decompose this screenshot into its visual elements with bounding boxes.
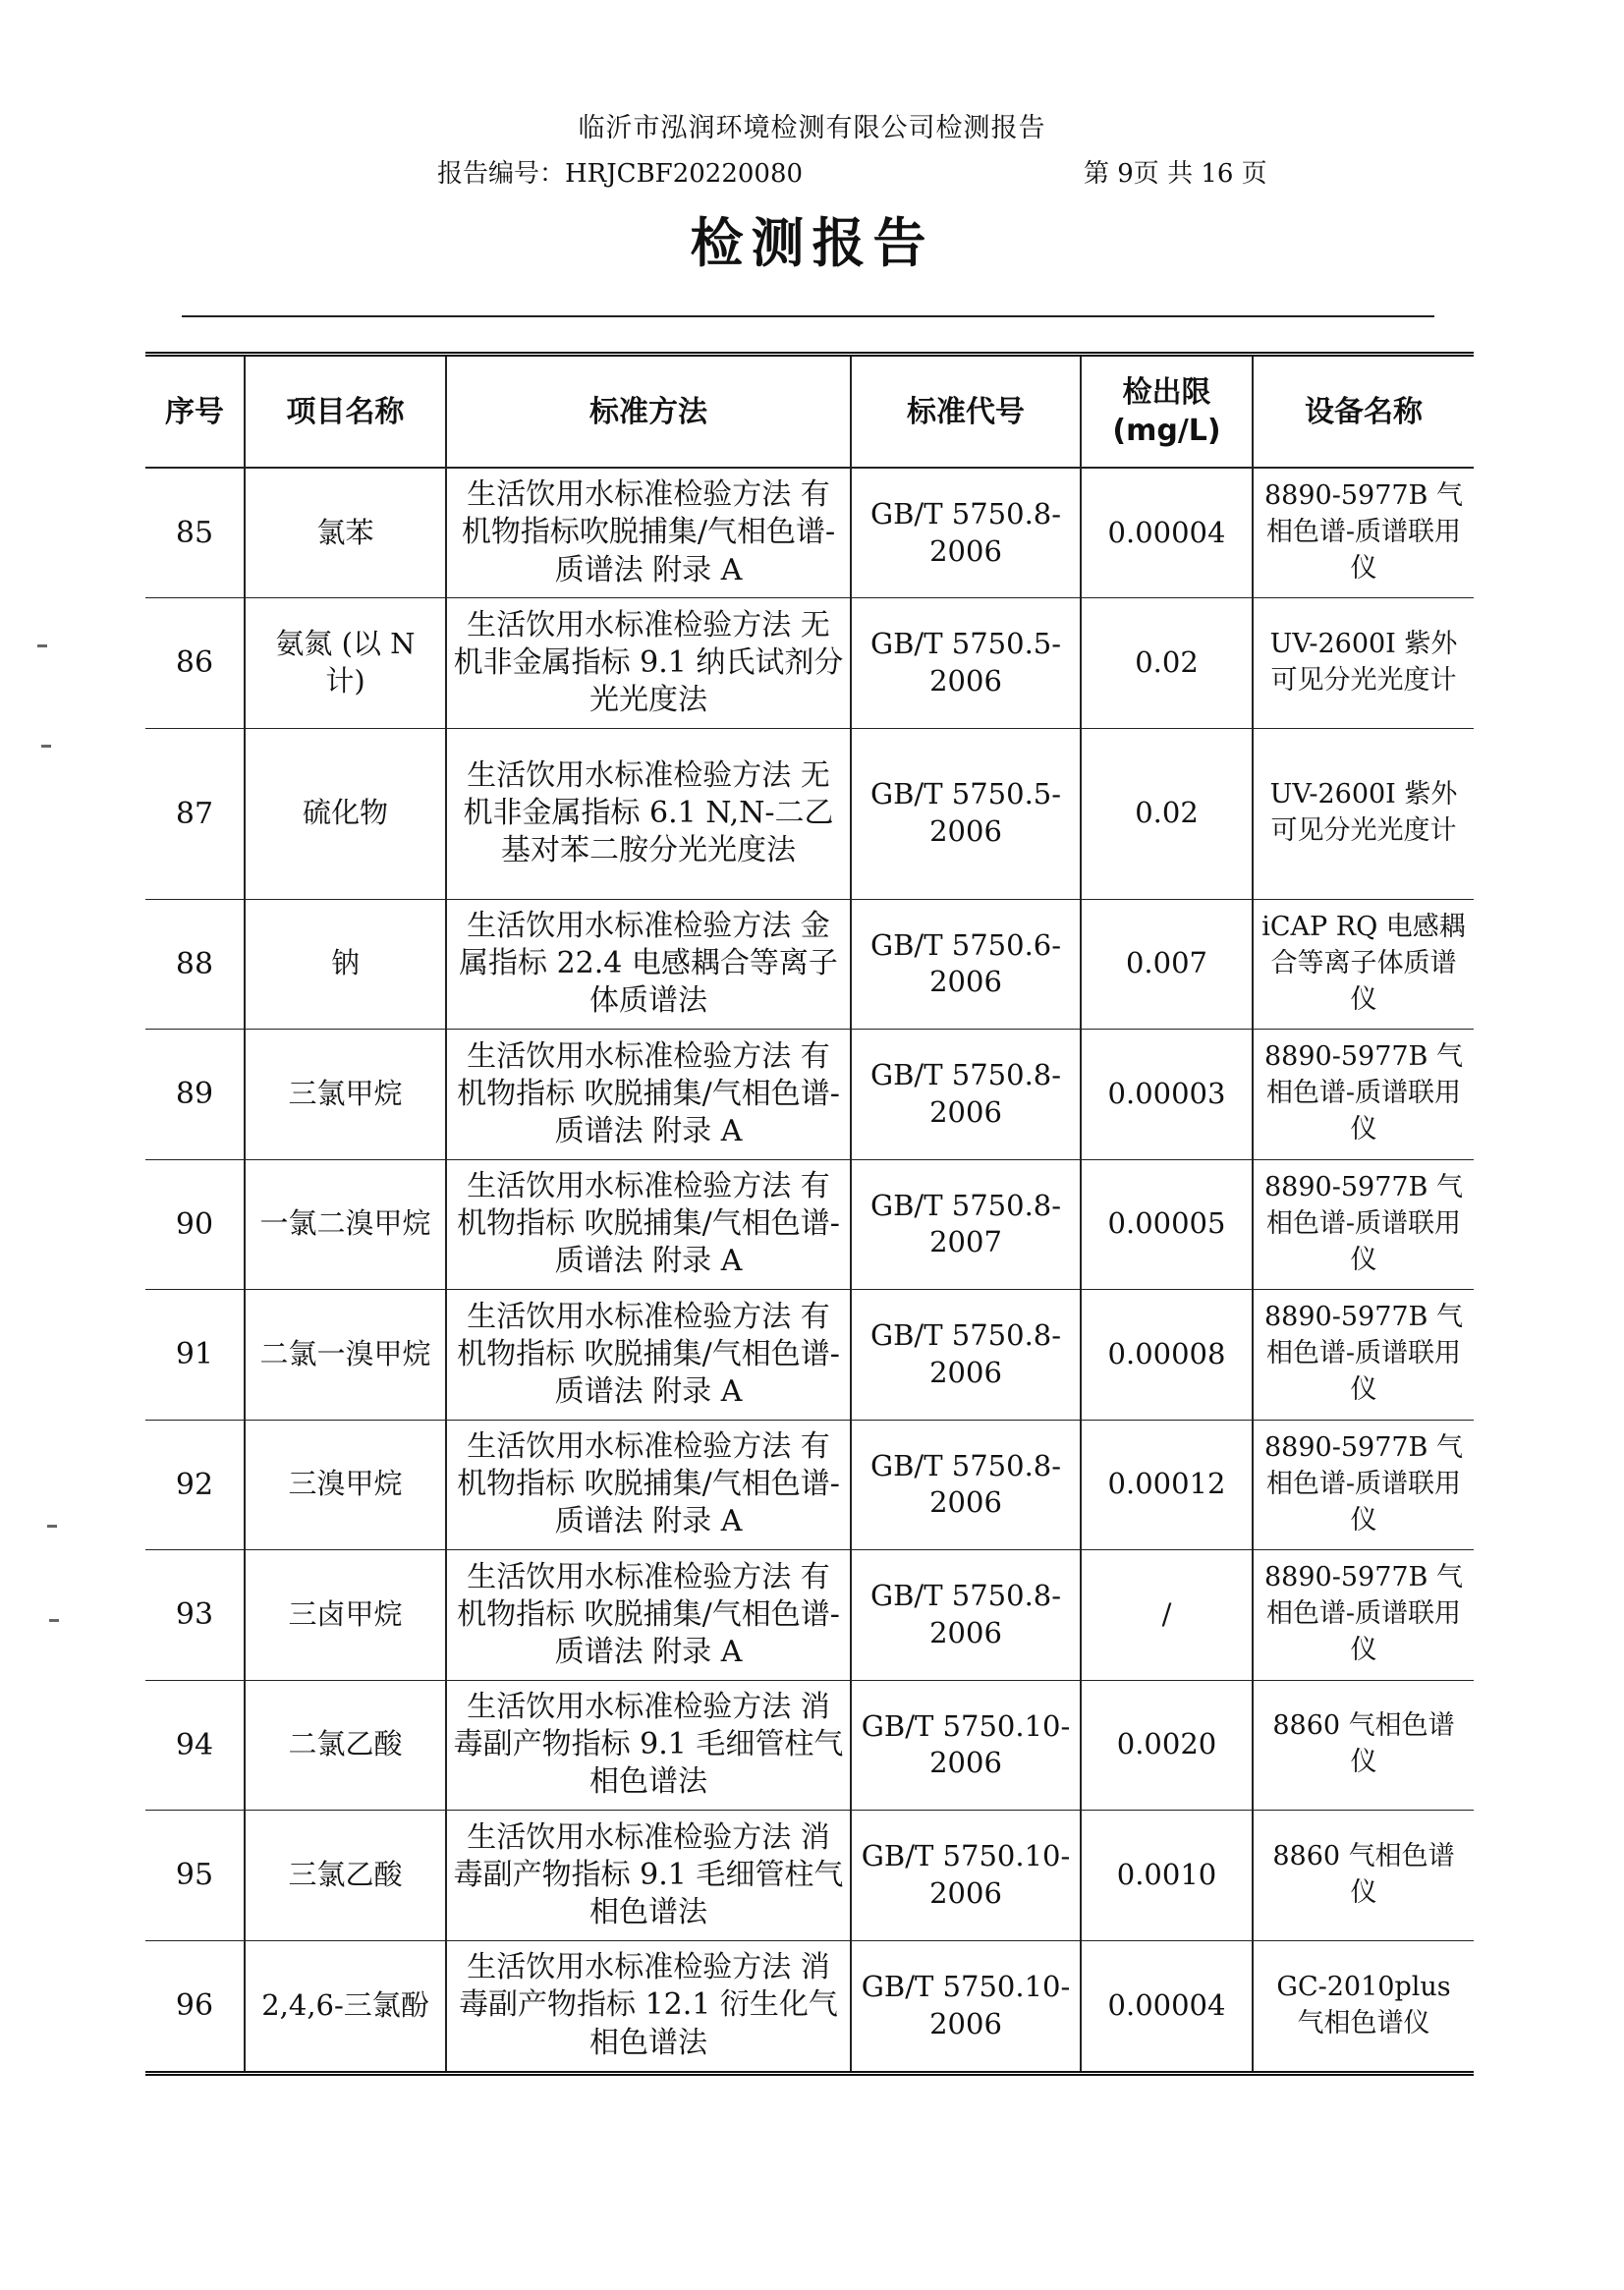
cell-equipment: 8890-5977B 气相色谱-质谱联用仪	[1253, 468, 1474, 598]
company-report-title: 临沂市泓润环境检测有限公司检测报告	[578, 113, 1046, 143]
scan-mark	[37, 644, 47, 647]
table-row	[145, 1290, 1474, 1421]
cell-limit: 0.02	[1081, 598, 1253, 729]
col-header-equipment: 设备名称	[1253, 357, 1474, 468]
table-row	[145, 598, 1474, 729]
cell-seq: 93	[145, 1550, 245, 1681]
table-row	[145, 1420, 1474, 1550]
cell-equipment: iCAP RQ 电感耦合等离子体质谱仪	[1253, 899, 1474, 1030]
cell-method: 生活饮用水标准检验方法 无机非金属指标 6.1 N,N-二乙基对苯二胺分光光度法	[446, 728, 851, 899]
cell-item: 钠	[245, 899, 446, 1030]
cell-equipment: 8890-5977B 气相色谱-质谱联用仪	[1253, 1550, 1474, 1681]
cell-method: 生活饮用水标准检验方法 有机物指标 吹脱捕集/气相色谱-质谱法 附录 A	[446, 1159, 851, 1290]
cell-item: 二氯一溴甲烷	[245, 1290, 446, 1421]
cell-limit: 0.00004	[1081, 468, 1253, 598]
cell-item: 三溴甲烷	[245, 1420, 446, 1550]
cell-limit: 0.007	[1081, 899, 1253, 1030]
cell-seq: 85	[145, 468, 245, 598]
cell-equipment: 8890-5977B 气相色谱-质谱联用仪	[1253, 1420, 1474, 1550]
cell-limit: 0.00005	[1081, 1159, 1253, 1290]
cell-seq: 86	[145, 598, 245, 729]
table-row	[145, 899, 1474, 1030]
page-indicator: 第 9页 共 16 页	[1084, 159, 1267, 189]
cell-code: GB/T 5750.10-2006	[851, 1811, 1081, 1941]
cell-method: 生活饮用水标准检验方法 有机物指标 吹脱捕集/气相色谱-质谱法 附录 A	[446, 1550, 851, 1681]
cell-code: GB/T 5750.8-2006	[851, 1550, 1081, 1681]
cell-method: 生活饮用水标准检验方法 消毒副产物指标 9.1 毛细管柱气相色谱法	[446, 1811, 851, 1941]
cell-code: GB/T 5750.8-2007	[851, 1159, 1081, 1290]
table-header-row	[145, 357, 1474, 468]
cell-item: 2,4,6-三氯酚	[245, 1940, 446, 2071]
cell-seq: 90	[145, 1159, 245, 1290]
cell-method: 生活饮用水标准检验方法 金属指标 22.4 电感耦合等离子体质谱法	[446, 899, 851, 1030]
cell-code: GB/T 5750.10-2006	[851, 1680, 1081, 1811]
cell-seq: 96	[145, 1940, 245, 2071]
cell-seq: 95	[145, 1811, 245, 1941]
scan-mark	[47, 1525, 57, 1528]
cell-code: GB/T 5750.5-2006	[851, 728, 1081, 899]
cell-item: 三氯乙酸	[245, 1811, 446, 1941]
cell-seq: 94	[145, 1680, 245, 1811]
cell-equipment: UV-2600I 紫外可见分光光度计	[1253, 598, 1474, 729]
cell-limit: 0.0010	[1081, 1811, 1253, 1941]
cell-code: GB/T 5750.8-2006	[851, 1030, 1081, 1160]
cell-method: 生活饮用水标准检验方法 有机物指标 吹脱捕集/气相色谱-质谱法 附录 A	[446, 1420, 851, 1550]
cell-item: 氨氮 (以 N 计)	[245, 598, 446, 729]
cell-code: GB/T 5750.8-2006	[851, 1290, 1081, 1421]
cell-method: 生活饮用水标准检验方法 消毒副产物指标 12.1 衍生化气相色谱法	[446, 1940, 851, 2071]
cell-seq: 87	[145, 728, 245, 899]
cell-code: GB/T 5750.10-2006	[851, 1940, 1081, 2071]
cell-limit: 0.00008	[1081, 1290, 1253, 1421]
table-row	[145, 1550, 1474, 1681]
cell-equipment: 8860 气相色谱仪	[1253, 1680, 1474, 1811]
col-header-seq: 序号	[145, 357, 245, 468]
test-method-table-frame	[145, 352, 1474, 2076]
cell-seq: 92	[145, 1420, 245, 1550]
cell-item: 硫化物	[245, 728, 446, 899]
cell-item: 氯苯	[245, 468, 446, 598]
table-row	[145, 1159, 1474, 1290]
scan-mark	[41, 745, 51, 748]
col-header-method: 标准方法	[446, 357, 851, 468]
cell-method: 生活饮用水标准检验方法 无机非金属指标 9.1 纳氏试剂分光光度法	[446, 598, 851, 729]
table-row	[145, 1680, 1474, 1811]
document-title: 检测报告	[690, 212, 934, 274]
cell-method: 生活饮用水标准检验方法 有机物指标 吹脱捕集/气相色谱-质谱法 附录 A	[446, 1030, 851, 1160]
cell-item: 三氯甲烷	[245, 1030, 446, 1160]
col-header-item: 项目名称	[245, 357, 446, 468]
table-row	[145, 468, 1474, 598]
cell-equipment: UV-2600I 紫外可见分光光度计	[1253, 728, 1474, 899]
title-divider	[182, 315, 1434, 317]
cell-code: GB/T 5750.8-2006	[851, 1420, 1081, 1550]
cell-equipment: GC-2010plus 气相色谱仪	[1253, 1940, 1474, 2071]
col-header-limit: 检出限 (mg/L)	[1081, 357, 1253, 468]
table-row	[145, 1030, 1474, 1160]
cell-equipment: 8890-5977B 气相色谱-质谱联用仪	[1253, 1030, 1474, 1160]
cell-limit: 0.00012	[1081, 1420, 1253, 1550]
cell-limit: 0.00004	[1081, 1940, 1253, 2071]
cell-limit: 0.0020	[1081, 1680, 1253, 1811]
cell-seq: 91	[145, 1290, 245, 1421]
cell-code: GB/T 5750.6-2006	[851, 899, 1081, 1030]
cell-equipment: 8860 气相色谱仪	[1253, 1811, 1474, 1941]
table-row	[145, 1811, 1474, 1941]
cell-method: 生活饮用水标准检验方法 消毒副产物指标 9.1 毛细管柱气相色谱法	[446, 1680, 851, 1811]
report-number: 报告编号：HRJCBF20220080	[437, 159, 804, 189]
cell-limit: 0.00003	[1081, 1030, 1253, 1160]
cell-equipment: 8890-5977B 气相色谱-质谱联用仪	[1253, 1159, 1474, 1290]
cell-method: 生活饮用水标准检验方法 有机物指标吹脱捕集/气相色谱-质谱法 附录 A	[446, 468, 851, 598]
cell-limit: 0.02	[1081, 728, 1253, 899]
cell-seq: 89	[145, 1030, 245, 1160]
cell-equipment: 8890-5977B 气相色谱-质谱联用仪	[1253, 1290, 1474, 1421]
col-header-code: 标准代号	[851, 357, 1081, 468]
test-method-table	[145, 357, 1474, 2071]
cell-code: GB/T 5750.5-2006	[851, 598, 1081, 729]
cell-code: GB/T 5750.8-2006	[851, 468, 1081, 598]
cell-method: 生活饮用水标准检验方法 有机物指标 吹脱捕集/气相色谱-质谱法 附录 A	[446, 1290, 851, 1421]
cell-item: 二氯乙酸	[245, 1680, 446, 1811]
scan-mark	[49, 1619, 59, 1622]
cell-item: 三卤甲烷	[245, 1550, 446, 1681]
cell-item: 一氯二溴甲烷	[245, 1159, 446, 1290]
cell-seq: 88	[145, 899, 245, 1030]
cell-limit: /	[1081, 1550, 1253, 1681]
table-row	[145, 1940, 1474, 2071]
table-row	[145, 728, 1474, 899]
